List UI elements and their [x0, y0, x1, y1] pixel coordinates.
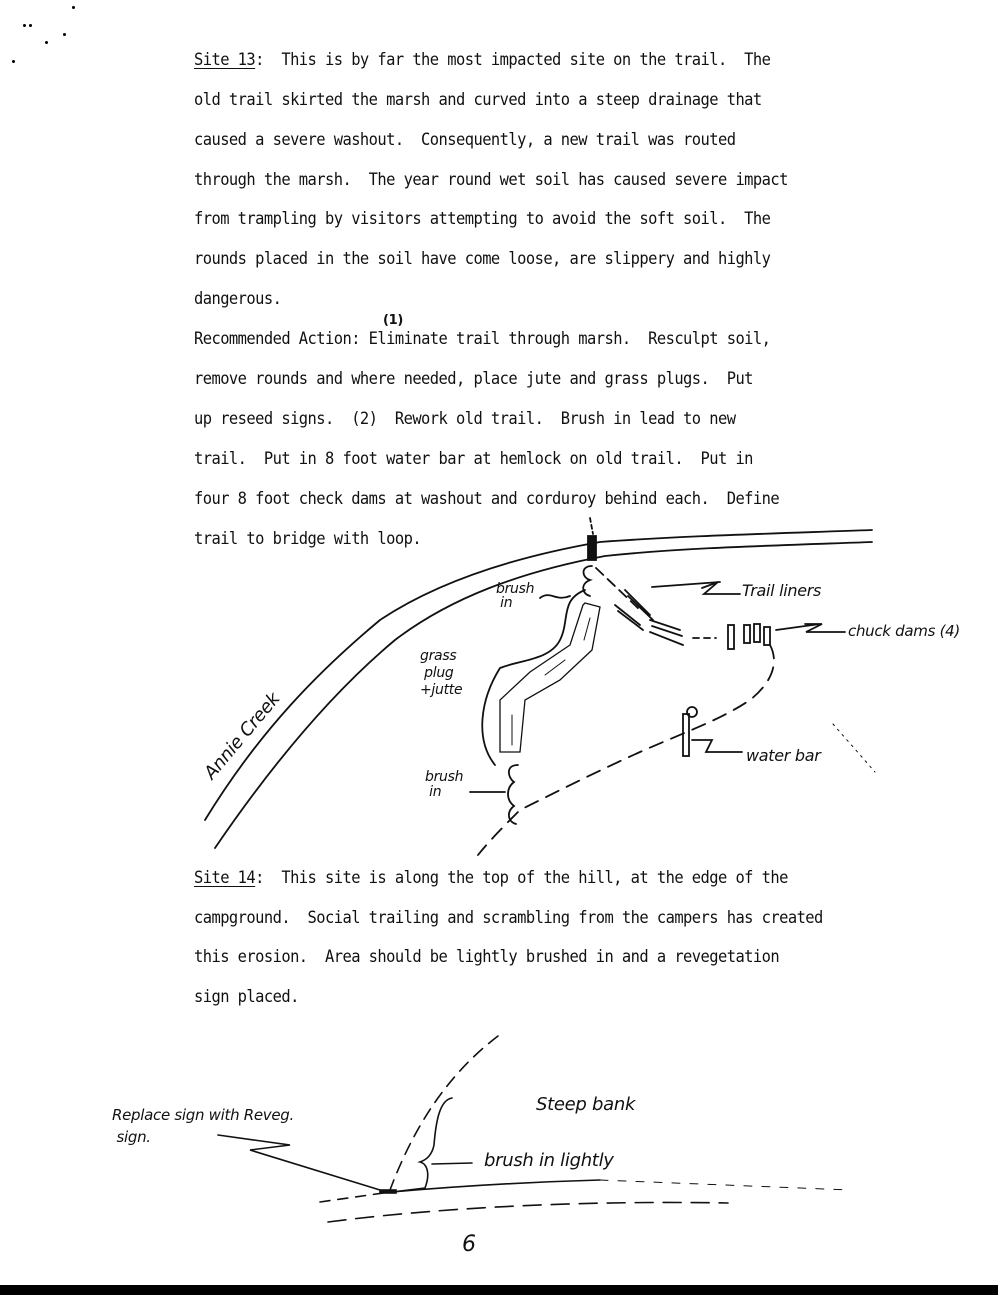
site14-line: sign placed. — [194, 987, 299, 1006]
recommended-action-label: Recommended Action: — [194, 329, 360, 348]
trail-edge — [392, 1180, 600, 1192]
site13-line: rounds placed in the soil have come loose, are slippery and highly — [194, 249, 771, 268]
site14-line: Site 14: This site is along the top of the hill, at the edge of the — [194, 868, 788, 887]
site14-heading: Site 14 — [194, 868, 256, 887]
grass-plug-label: grass plug +jutte — [420, 648, 463, 698]
replace-sign-label: Replace sign with Reveg. sign. — [112, 1106, 294, 1146]
check-dams-label: chuck dams (4) — [848, 622, 960, 640]
bank-dashed — [390, 1036, 498, 1190]
insert-mark: (1) — [383, 313, 404, 328]
brush-in-label-bottom: brush in — [425, 769, 464, 800]
recommended-action-line: Recommended Action: Eliminate trail through marsh. Resculpt soil, — [194, 329, 771, 348]
site13-line: from trampling by visitors attempting to avoid the soft soil. The — [194, 209, 771, 228]
brush-in-lightly-label: brush in lightly — [484, 1150, 614, 1171]
trail-lower-dashed — [328, 1202, 728, 1222]
site13-action-line: remove rounds and where needed, place jute and grass plugs. Put — [194, 369, 753, 388]
site13-line: Site 13: This is by far the most impacted site on the trail. The — [194, 50, 771, 69]
brush-in-label-top: brush in — [496, 581, 535, 611]
water-bar-label: water bar — [746, 746, 821, 765]
site13-line: caused a severe washout. Consequently, a new trail was routed — [194, 130, 736, 149]
site13-action-line: four 8 foot check dams at washout and corduroy behind each. Define — [194, 489, 780, 508]
site13-heading: Site 13 — [194, 50, 256, 69]
site13-line: old trail skirted the marsh and curved into a steep drainage that — [194, 90, 762, 109]
site14-line: this erosion. Area should be lightly brushed in and a revegetation — [194, 947, 780, 966]
site13-action-line: up reseed signs. (2) Rework old trail. Brush in lead to new — [194, 409, 736, 428]
site13-action-line: trail to bridge with loop. — [194, 529, 422, 548]
trail-liners-label: Trail liners — [742, 581, 822, 600]
steep-bank-label: Steep bank — [536, 1094, 636, 1115]
bank-brace — [392, 1098, 452, 1192]
creek-label: Annie Creek — [200, 688, 285, 784]
site13-action-line: trail. Put in 8 foot water bar at hemlock on old trail. Put in — [194, 449, 753, 468]
scan-edge-bar — [0, 1285, 998, 1295]
site13-line: dangerous. — [194, 289, 282, 308]
site14-line: campground. Social trailing and scrambling from the campers has created — [194, 908, 823, 927]
site13-line: through the marsh. The year round wet soil has caused severe impact — [194, 170, 788, 189]
sign-marker — [380, 1190, 396, 1193]
page-number: 6 — [462, 1232, 476, 1257]
